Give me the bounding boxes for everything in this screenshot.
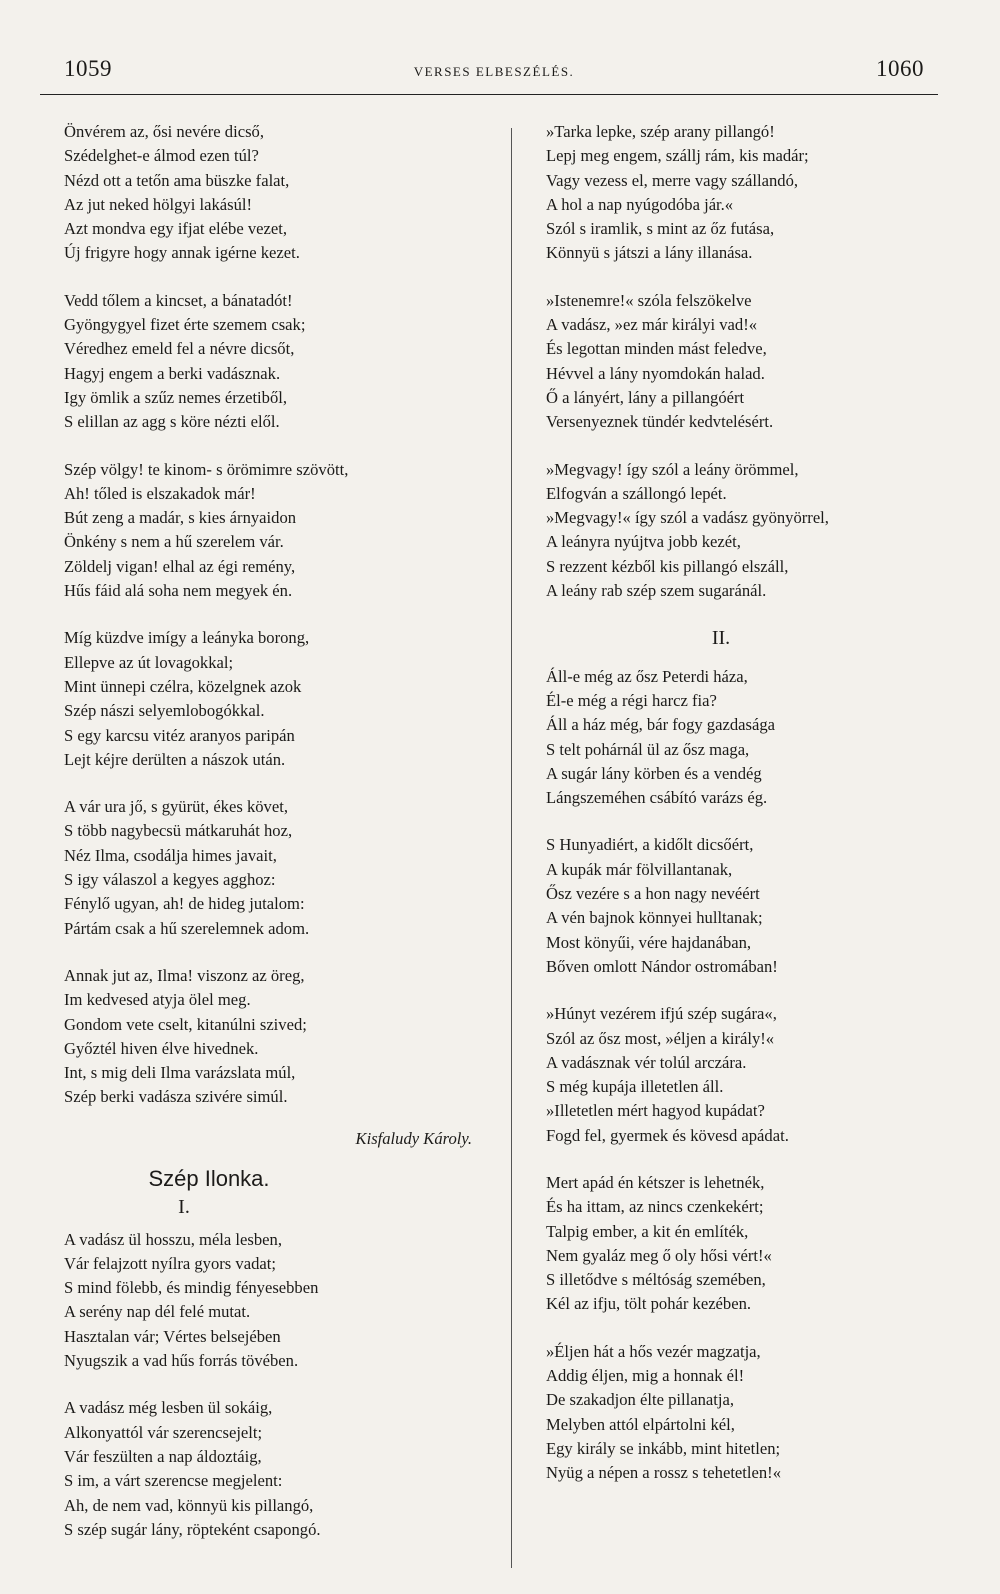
verse-line: A vadásznak vér tolúl arczára. [546, 1052, 747, 1072]
verse-line: »Megvagy!« így szól a vadász gyönyörrel, [546, 508, 829, 528]
verse-line: Szédelghet-e álmod ezen túl? [64, 146, 259, 166]
stanza [546, 665, 966, 811]
verse-line: S rezzent kézből kis pillangó elszáll, [546, 556, 789, 576]
verse-line: Szép völgy! te kinom- s örömimre szövött, [64, 459, 349, 479]
verse-line: Lepj meg engem, szállj rám, kis madár; [546, 146, 809, 166]
verse-line: Vár feszülten a nap áldoztáig, [64, 1446, 262, 1466]
verse-line: Önkény s nem a hű szerelem vár. [64, 532, 284, 552]
verse-line: Fogd fel, gyermek és kövesd apádat. [546, 1125, 789, 1145]
verse-line: »Megvagy! így szól a leány örömmel, [546, 459, 799, 479]
left-stanzas-part1 [64, 120, 494, 1110]
page-number-left: 1059 [64, 56, 112, 81]
verse-line: Hévvel a lány nyomdokán halad. [546, 363, 765, 383]
stanza [64, 626, 494, 772]
stanza [546, 120, 966, 266]
verse-line: Nyüg a népen a rossz s tehetetlen!« [546, 1463, 781, 1483]
verse-line: Mert apád én kétszer is lehetnék, [546, 1172, 765, 1192]
verse-line: Szép nászi selyemlobogókkal. [64, 701, 265, 721]
verse-line: Bút zeng a madár, s kies árnyaidon [64, 508, 297, 528]
stanza [64, 458, 494, 604]
verse-line: Könnyü s játszi a lány illanása. [546, 243, 753, 263]
verse-line: Ellepve az út lovagokkal; [64, 652, 234, 672]
verse-line: Él-e még a régi harcz fia? [546, 690, 717, 710]
column-divider [511, 128, 512, 1568]
stanza [546, 1171, 966, 1317]
stanza [546, 833, 966, 979]
verse-line: S mind fölebb, és mindig fényesebben [64, 1278, 319, 1298]
left-stanzas-part2 [64, 1228, 494, 1543]
verse-line: És legottan minden mást feledve, [546, 339, 767, 359]
verse-line: Im kedvesed atyja ölel meg. [64, 990, 251, 1010]
verse-line: A sugár lány körben és a vendég [546, 763, 762, 783]
verse-line: Hagyj engem a berki vadásznak. [64, 363, 281, 383]
verse-line: S elillan az agg s köre nézti elől. [64, 412, 280, 432]
verse-line: S im, a várt szerencse megjelent: [64, 1471, 283, 1491]
verse-line: Bőven omlott Nándor ostromában! [546, 956, 778, 976]
verse-line: Azt mondva egy ifjat elébe vezet, [64, 219, 287, 239]
page-header [64, 56, 924, 96]
verse-line: A vadász ül hosszu, méla lesben, [64, 1229, 282, 1249]
stanza [64, 289, 494, 435]
verse-line: »Éljen hát a hős vezér magzatja, [546, 1341, 761, 1361]
verse-line: Ah, de nem vad, könnyü kis pillangó, [64, 1495, 314, 1515]
verse-line: Néz Ilma, csodálja himes javait, [64, 845, 277, 865]
left-column [64, 120, 494, 1565]
verse-line: De szakadjon élte pillanatja, [546, 1390, 734, 1410]
verse-line: A serény nap dél felé mutat. [64, 1302, 251, 1322]
verse-line: Alkonyattól vár szerencsejelt; [64, 1422, 263, 1442]
verse-line: Addig éljen, mig a honnak él! [546, 1366, 745, 1386]
verse-line: Most könyűi, vére hajdanában, [546, 932, 752, 952]
verse-line: Ah! tőled is elszakadok már! [64, 483, 256, 503]
stanza [546, 458, 966, 604]
verse-line: S Hunyadiért, a kidőlt dicsőért, [546, 835, 754, 855]
verse-line: Gondom vete cselt, kitanúlni szived; [64, 1014, 307, 1034]
verse-line: Igy ömlik a szűz nemes érzetiből, [64, 387, 288, 407]
verse-line: Nyugszik a vad hűs forrás tövében. [64, 1351, 299, 1371]
stanza [64, 120, 494, 266]
verse-line: Hasztalan vár; Vértes belsejében [64, 1326, 281, 1346]
stanza [546, 1340, 966, 1486]
header-rule [40, 94, 938, 95]
verse-line: Fénylő ugyan, ah! de hideg jutalom: [64, 894, 305, 914]
right-stanzas-part2 [546, 665, 966, 1486]
verse-line: Ősz vezére s a hon nagy nevéért [546, 884, 760, 904]
verse-line: Lejt kéjre derülten a nászok után. [64, 749, 286, 769]
stanza [64, 795, 494, 941]
verse-line: Vár felajzott nyílra gyors vadat; [64, 1253, 276, 1273]
author-signature: Kisfaludy Károly. [355, 1128, 472, 1148]
verse-line: S igy válaszol a kegyes agghoz: [64, 870, 276, 890]
verse-line: Kél az ifju, tölt pohár kezében. [546, 1294, 752, 1314]
verse-line: Hűs fáid alá soha nem megyek én. [64, 581, 293, 601]
poem-title: Szép Ilonka. [148, 1165, 270, 1191]
verse-line: Talpig ember, a kit én említék, [546, 1221, 749, 1241]
verse-line: Lángszeméhen csábító varázs ég. [546, 788, 768, 808]
verse-line: A hol a nap nyúgodóba jár.« [546, 194, 734, 214]
verse-line: »Tarka lepke, szép arany pillangó! [546, 122, 775, 141]
verse-line: Áll-e még az ősz Peterdi háza, [546, 666, 748, 686]
verse-line: Vagy vezess el, merre vagy szállandó, [546, 170, 799, 190]
verse-line: Ő a lányért, lány a pillangóért [546, 387, 745, 407]
verse-line: Zöldelj vigan! elhal az égi remény, [64, 556, 296, 576]
running-title: VERSES ELBESZÉLÉS. [413, 64, 575, 79]
verse-line: S szép sugár lány, röpteként csapongó. [64, 1519, 321, 1539]
verse-line: S több nagybecsü mátkaruhát hoz, [64, 821, 293, 841]
verse-line: Pártám csak a hű szerelemnek adom. [64, 918, 310, 938]
stanza [64, 1228, 494, 1374]
verse-line: Int, s mig deli Ilma varázslata múl, [64, 1063, 296, 1083]
verse-line: A vár ura jő, s gyürüt, ékes követ, [64, 797, 288, 817]
verse-line: »Húnyt vezérem ifjú szép sugára«, [546, 1004, 777, 1024]
verse-line: Nem gyaláz meg ő oly hősi vért!« [546, 1245, 772, 1265]
stanza [64, 964, 494, 1110]
page-number-right: 1060 [876, 56, 924, 81]
verse-line: Győztél hiven élve hivednek. [64, 1038, 259, 1058]
verse-line: S telt pohárnál ül az ősz maga, [546, 739, 750, 759]
stanza [64, 1396, 494, 1542]
verse-line: Az jut neked hölgyi lakásúl! [64, 194, 253, 214]
verse-line: Szól s iramlik, s mint az őz futása, [546, 219, 775, 239]
verse-line: »Istenemre!« szóla felszökelve [546, 290, 752, 310]
verse-line: A kupák már fölvillantanak, [546, 859, 733, 879]
section-number-1: I. [178, 1196, 190, 1219]
verse-line: Egy király se inkább, mint hitetlen; [546, 1438, 781, 1458]
right-stanzas-part1 [546, 120, 966, 603]
verse-line: Elfogván a szállongó lepét. [546, 483, 727, 503]
verse-line: Önvérem az, ősi nevére dicső, [64, 122, 264, 141]
verse-line: Melyben attól elpártolni kél, [546, 1414, 735, 1434]
verse-line: Annak jut az, Ilma! viszonz az öreg, [64, 965, 305, 985]
stanza [546, 289, 966, 435]
stanza [546, 1002, 966, 1148]
right-column [546, 120, 966, 1509]
verse-line: A leány rab szép szem sugaránál. [546, 581, 767, 601]
verse-line: Míg küzdve imígy a leányka borong, [64, 628, 310, 648]
verse-line: A vén bajnok könnyei hulltanak; [546, 908, 763, 928]
verse-line: »Illetetlen mért hagyod kupádat? [546, 1101, 765, 1121]
verse-line: Véredhez emeld fel a névre dicsőt, [64, 339, 295, 359]
verse-line: S még kupája illetetlen áll. [546, 1077, 724, 1097]
verse-line: Vedd tőlem a kincset, a bánatadót! [64, 290, 293, 310]
verse-line: S illetődve s méltóság szemében, [546, 1270, 766, 1290]
verse-line: Új frigyre hogy annak igérne kezet. [64, 243, 300, 263]
verse-line: Versenyeznek tündér kedvtelésért. [546, 412, 774, 432]
verse-line: Mint ünnepi czélra, közelgnek azok [64, 676, 302, 696]
verse-line: Szép berki vadásza szivére simúl. [64, 1087, 288, 1107]
verse-line: A vadász, »ez már királyi vad!« [546, 315, 758, 335]
verse-line: Szól az ősz most, »éljen a király!« [546, 1028, 775, 1048]
verse-line: És ha ittam, az nincs czenkekért; [546, 1197, 764, 1217]
verse-line: Nézd ott a tetőn ama büszke falat, [64, 170, 290, 190]
verse-line: Gyöngygyel fizet érte szemem csak; [64, 315, 306, 335]
verse-line: A vadász még lesben ül sokáig, [64, 1398, 273, 1418]
verse-line: A leányra nyújtva jobb kezét, [546, 532, 741, 552]
section-number-2: II. [711, 627, 731, 650]
verse-line: S egy karcsu vitéz aranyos paripán [64, 725, 295, 745]
verse-line: Áll a ház még, bár fogy gazdasága [546, 715, 775, 735]
